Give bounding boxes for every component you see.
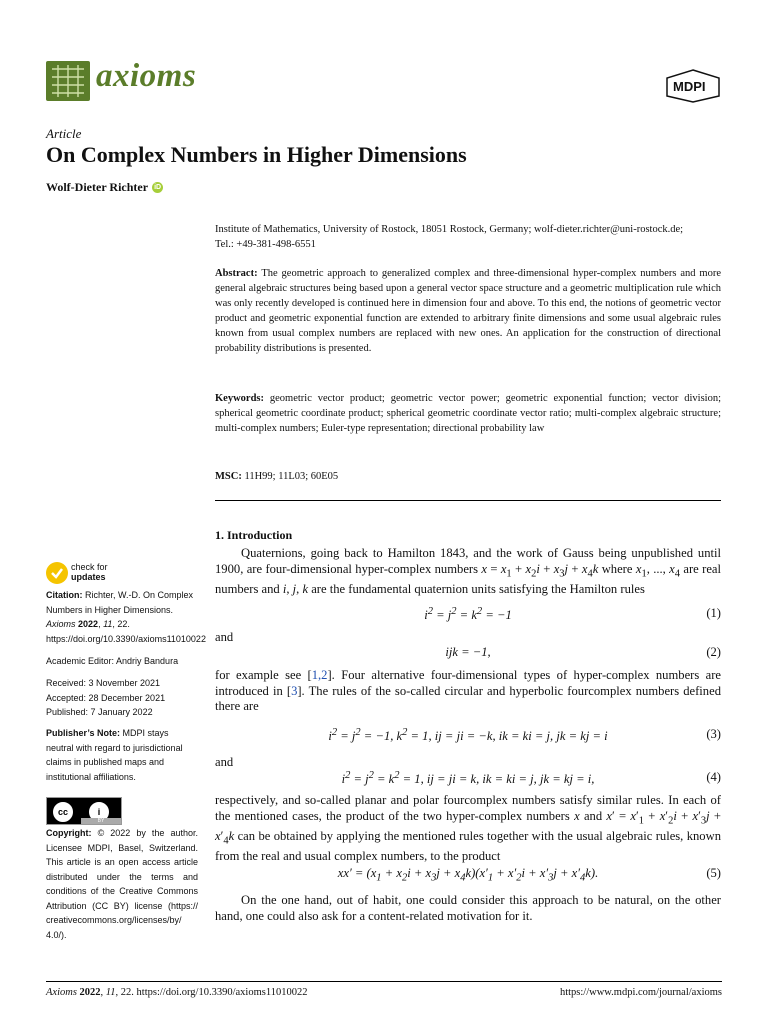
paper-title: On Complex Numbers in Higher Dimensions [46, 142, 467, 167]
equation-5: $xx' = (x_1 + x_2i + x_3j + x_4k)(x'_1 + x'_2i + x'_3j + x'_4k)$. (5) [337, 866, 721, 884]
orcid-icon[interactable]: iD [154, 184, 162, 191]
affiliation: Institute of Mathematics, University of Rostock, 18051 Rostock, Germany; wolf-dieter.richter@uni-rostock.de; Tel.: +49-381-498-6551 [215, 224, 684, 250]
author-name: Wolf-Dieter Richter [46, 180, 149, 194]
journal-url[interactable]: https://www.mdpi.com/journal/axioms [559, 987, 722, 998]
equation-1: $i^2 = j^2 = k^2 = -1$ (1) [424, 606, 721, 623]
footer-divider [46, 981, 722, 982]
check-for-updates[interactable]: check for updates [71, 562, 108, 582]
history-dates: Received: 3 November 2021 Accepted: 28 December 2021 Published: 7 January 2022 [46, 678, 166, 717]
publisher-note: Publisher’s Note: MDPI stays neutral with regard to jurisdictional claims in published maps and institutional affiliations. [46, 728, 183, 782]
check-for-updates-icon[interactable] [46, 562, 68, 584]
equation-3: $i^2 = j^2 = -1$, $k^2 = 1$, ij = ji = −k, ik = ki = j, jk = kj = i (3) [328, 727, 721, 744]
copyright-block: Copyright: © 2022 by the author. Licensee MDPI, Basel, Switzerland. This article is an open access article distributed under the terms and conditions of the Creative Commons Attribution (CC BY) license (https:// creativecommons.org/licenses/by/ 4.0/). [46, 828, 198, 940]
publisher-logo: MDPI [664, 68, 722, 104]
citation-link[interactable]: 1,2 [311, 668, 328, 682]
equation-2: ijk = −1, (2) [445, 645, 721, 659]
article-type: Article [46, 126, 82, 141]
paragraph-3: respectively, and so-called planar and polar fourcomplex numbers satisfy similar rules. In each of the mentioned cases, the product of the two hyper-complex numbers x and $x' = x'_1 + x'_2i + x'_3j + x'_4k$ can be obtained by applying the mentioned rules together with the usual algebraic rules, known from the real and usual complex numbers, to the product [215, 793, 721, 863]
citation-link[interactable]: 3 [291, 683, 298, 698]
author-line [46, 180, 163, 195]
section-heading: 1. Introduction [215, 528, 293, 542]
and-text-1: and [215, 630, 234, 644]
divider [215, 500, 721, 501]
paragraph-2: for example see [1,2]. Four alternative four-dimensional types of hyper-complex numbers are introduced in [3]. The rules of the so-called circular and hyperbolic fourcomplex numbers defined there are [215, 668, 722, 713]
journal-name: axioms [96, 58, 197, 94]
keywords: Keywords: geometric vector product; geometric vector power; geometric exponential function; vector division; spherical geometric coordinate product; spherical geometric coordinate vector ratio; multi-complex algebraic structure; multi-complex numbers; Euler-type representation; directional probability law [215, 393, 722, 434]
footer-citation: Axioms 2022, 11, 22. https://doi.org/10.3390/axioms11010022 [46, 987, 308, 998]
journal-logo-icon [46, 61, 90, 101]
paragraph-4: On the one hand, out of habit, one could consider this approach to be natural, on the other hand, one could also ask for a content-related motivation for it. [215, 893, 721, 923]
academic-editor: Academic Editor: Andriy Bandura [46, 656, 179, 666]
and-text-2: and [215, 755, 234, 769]
equation-4: $i^2 = j^2 = k^2 = 1$, ij = ji = k, ik = ki = j, jk = kj = i, (4) [341, 770, 721, 787]
msc: MSC: 11H99; 11L03; 60E05 [215, 471, 339, 482]
paragraph-1: Quaternions, going back to Hamilton 1843, and the work of Gauss being unpublished until 1900, are four-dimensional hyper-complex numbers $x = x_1 + x_2i + x_3j + x_4k$ where $x_1$, ..., $x_4$ are real numbers and i, j, k are the fundamental quaternion units satisfying the Hamilton rules [215, 546, 722, 596]
cc-license-icon[interactable]: cc i BY [46, 797, 122, 825]
citation-block: Citation: Richter, W.-D. On Complex Numbers in Higher Dimensions. Axioms 2022, 11, 22. https://doi.org/10.3390/axioms11010022 [46, 590, 206, 644]
abstract: Abstract: The geometric approach to generalized complex and three-dimensional hyper-complex numbers and more general algebraic structures being based upon a general vector space structure and a geometric multiplication rule which was only recently developed is continued here in dimension four and above. To this end, the notions of geometric vector product and geometric exponential function are extended to arbitrary finite dimensions and some usual algebraic rules known from usual complex numbers are replaced with new ones. An application for the construction of directional probability distributions is presented. [215, 268, 722, 354]
